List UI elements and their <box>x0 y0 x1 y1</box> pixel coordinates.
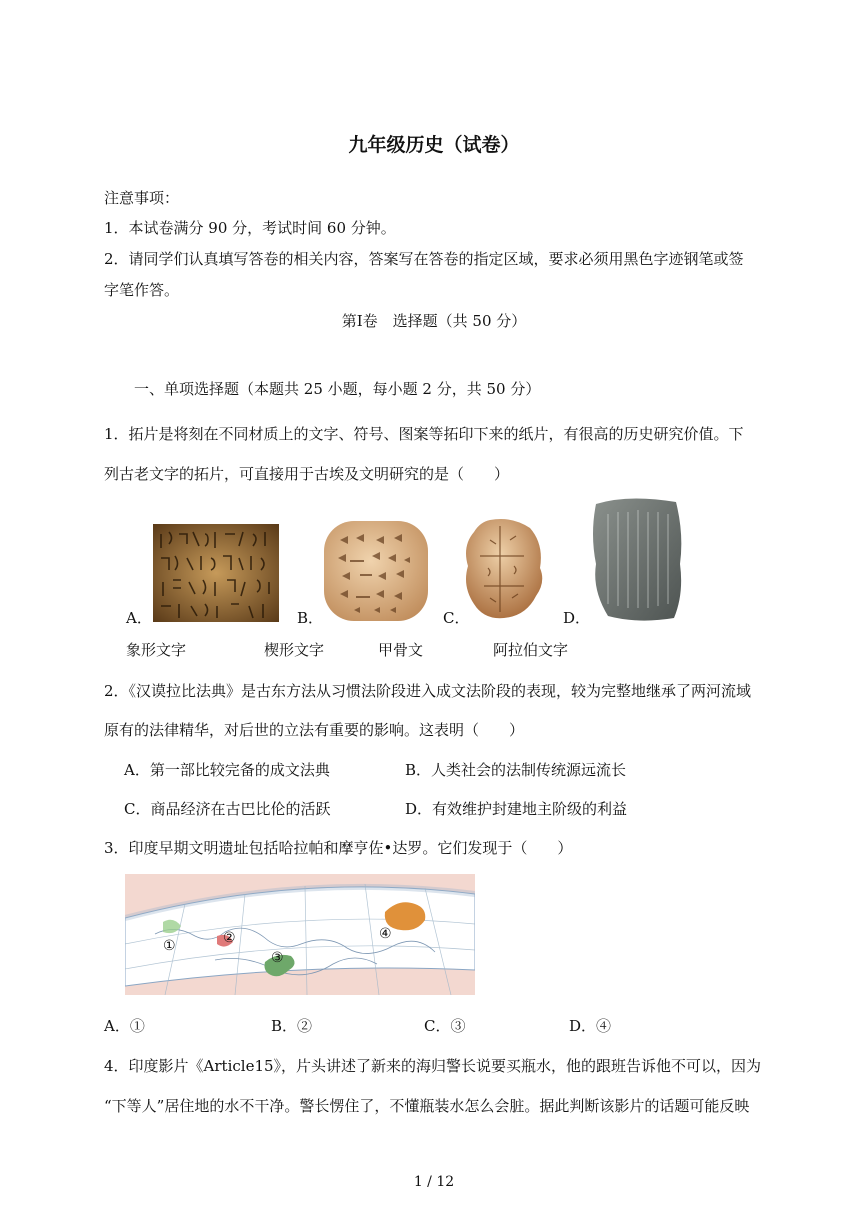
image-caption: 象形文字 <box>126 641 187 659</box>
notice-item: 字笔作答。 <box>104 281 180 299</box>
question-2-option: D．有效维护封建地主阶级的利益 <box>405 800 628 818</box>
page-title: 九年级历史（试卷） <box>348 134 520 156</box>
question-3-option: D．④ <box>569 1017 612 1035</box>
map-marker-2: ② <box>223 930 236 946</box>
map-marker-1: ① <box>163 938 176 954</box>
option-b-label: B． <box>297 609 324 627</box>
page-number: 1 / 12 <box>413 1174 455 1190</box>
ancient-asia-map <box>125 874 475 995</box>
question-2-option: B．人类社会的法制传统源远流长 <box>405 761 627 779</box>
oracle-bone-image <box>460 516 546 622</box>
image-caption: 甲骨文 <box>378 641 424 659</box>
cuneiform-tablet-image <box>320 518 432 624</box>
image-caption: 阿拉伯文字 <box>493 641 569 659</box>
map-marker-3: ③ <box>271 950 284 966</box>
notice-heading: 注意事项： <box>104 189 180 207</box>
notice-item: 1．本试卷满分 90 分，考试时间 60 分钟。 <box>104 219 396 237</box>
hieroglyph-image <box>153 524 279 622</box>
question-3-option: A．① <box>104 1017 145 1035</box>
section-heading: 一、单项选择题（本题共 25 小题，每小题 2 分，共 50 分） <box>134 380 541 398</box>
question-4-line: 4．印度影片《Article15》，片头讲述了新来的海归警长说要买瓶水，他的跟班告诉他不可以，因为 <box>104 1057 762 1075</box>
question-1-line: 1．拓片是将刻在不同材质上的文字、符号、图案等拓印下来的纸片，有很高的历史研究价值。下 <box>104 425 744 443</box>
question-2-option: A．第一部比较完备的成文法典 <box>124 761 330 779</box>
stele-rubbing-image <box>588 494 686 624</box>
question-1-line: 列古老文字的拓片，可直接用于古埃及文明研究的是（ ） <box>104 465 510 483</box>
option-d-label: D． <box>563 609 591 627</box>
part-heading: 第Ⅰ卷 选择题（共 50 分） <box>341 312 527 330</box>
question-3-option: C．③ <box>424 1017 466 1035</box>
question-3-line: 3．印度早期文明遗址包括哈拉帕和摩亨佐•达罗。它们发现于（ ） <box>104 839 573 857</box>
option-a-label: A． <box>126 609 152 627</box>
question-2-option: C．商品经济在古巴比伦的活跃 <box>124 800 331 818</box>
notice-item: 2．请同学们认真填写答卷的相关内容，答案写在答卷的指定区域，要求必须用黑色字迹钢笔或签 <box>104 250 744 268</box>
image-caption: 楔形文字 <box>264 641 325 659</box>
map-marker-4: ④ <box>379 926 392 942</box>
question-2-line: 2．《汉谟拉比法典》是古东方法从习惯法阶段进入成文法阶段的表现，较为完整地继承了两河流域 <box>104 682 752 700</box>
option-c-label: C． <box>443 609 470 627</box>
question-2-line: 原有的法律精华，对后世的立法有重要的影响。这表明（ ） <box>104 721 525 739</box>
question-4-line: “下等人”居住地的水不干净。警长愣住了，不懂瓶装水怎么会脏。据此判断该影片的话题可能反映 <box>104 1097 750 1115</box>
question-3-option: B．② <box>271 1017 313 1035</box>
